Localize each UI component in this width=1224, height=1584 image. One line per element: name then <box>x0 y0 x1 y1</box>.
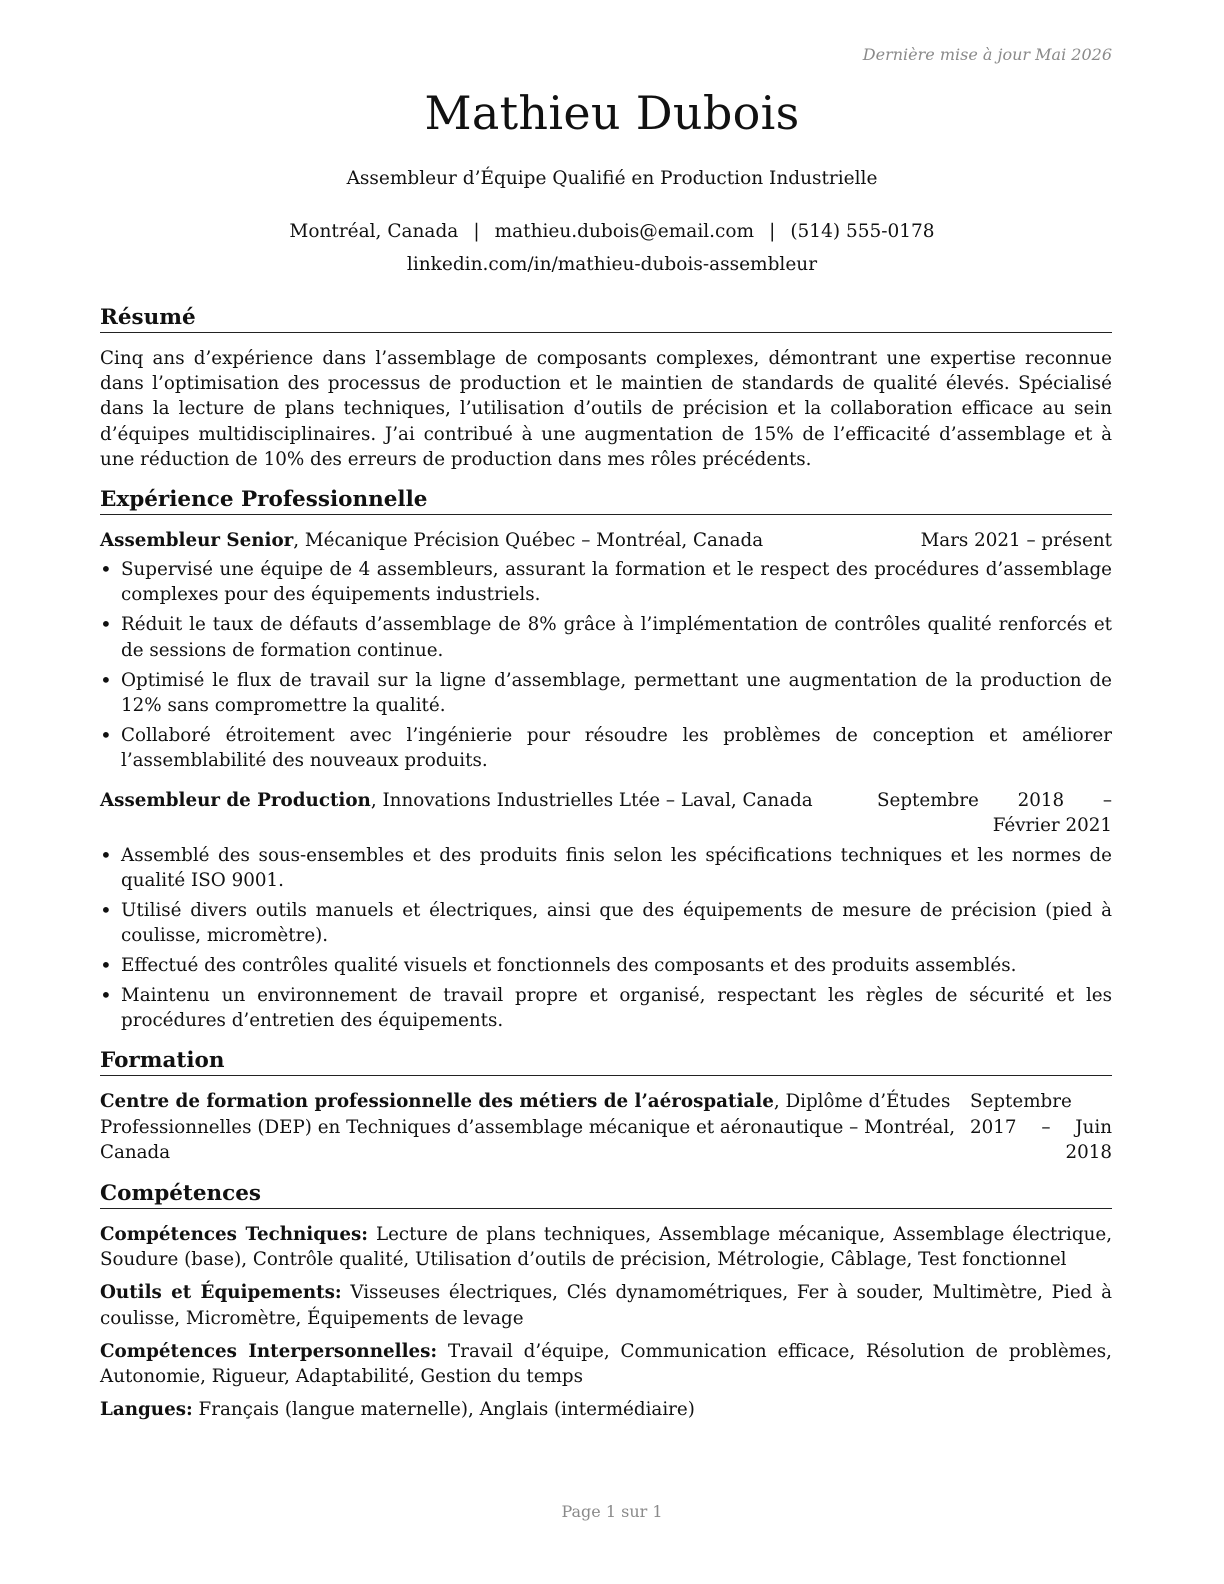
job-dates: Septembre 2018 – Février 2021 <box>877 790 1112 837</box>
job-bullet: • Assemblé des sous-ensembles et des produits finis selon les spécifications techniques et les normes de qualité ISO 9001. <box>100 843 1112 893</box>
section-heading-education: Formation <box>100 1048 1112 1076</box>
contact-location: Montréal, Canada <box>289 221 459 242</box>
contact-separator: | <box>473 221 480 242</box>
candidate-name: Mathieu Dubois <box>424 86 800 140</box>
job-entry <box>100 528 1112 773</box>
candidate-title: Assembleur d’Équipe Qualifié en Production Industrielle <box>346 168 878 189</box>
contact-phone[interactable]: (514) 555-0178 <box>790 221 935 242</box>
job-bullet: • Maintenu un environnement de travail propre et organisé, respectant les règles de sécurité et les procédures d’entretien des équipements. <box>100 983 1112 1033</box>
section-heading-skills: Compétences <box>100 1181 1112 1209</box>
skill-label: Compétences Techniques: <box>100 1224 368 1246</box>
education-school: Centre de formation professionnelle des métiers de l’aérospatiale <box>100 1091 774 1113</box>
job-company: , Innovations Industrielles Ltée – Laval, Canada <box>370 790 813 812</box>
skill-group <box>100 1222 1112 1272</box>
contact-line <box>0 221 1224 242</box>
skill-value: Français (langue maternelle), Anglais (intermédiaire) <box>192 1399 695 1421</box>
skill-group <box>100 1280 1112 1330</box>
section-heading-summary: Résumé <box>100 305 1112 333</box>
skill-value: Visseuses électriques, Clés dynamométriques, Fer à souder, Multimètre, Pied à coulisse, Micromètre, Équipements de levage <box>100 1282 1112 1329</box>
job-company: , Mécanique Précision Québec – Montréal, Canada <box>293 530 764 552</box>
skill-label: Langues: <box>100 1399 193 1421</box>
job-role: Assembleur Senior <box>100 530 294 552</box>
skill-value: Lecture de plans techniques, Assemblage mécanique, Assemblage électrique, Soudure (base), Contrôle qualité, Utilisation d’outils de précision, Métrologie, Câblage, Test fonctionnel <box>100 1224 1113 1271</box>
skill-group <box>100 1339 1112 1389</box>
section-heading-experience: Expérience Professionnelle <box>100 487 1112 515</box>
job-bullet: • Réduit le taux de défauts d’assemblage de 8% grâce à l’implémentation de contrôles qualité renforcés et de sessions de formation continue. <box>100 612 1112 662</box>
job-header <box>100 528 1112 553</box>
job-bullets <box>100 843 1112 1034</box>
job-bullet: • Supervisé une équipe de 4 assembleurs, assurant la formation et le respect des procédures d’assemblage complexes pour des équipements industriels. <box>100 557 1112 607</box>
skill-group <box>100 1397 1112 1422</box>
job-bullet: • Effectué des contrôles qualité visuels et fonctionnels des composants et des produits assemblés. <box>100 953 1112 978</box>
job-entry <box>100 788 1112 1033</box>
job-role: Assembleur de Production <box>100 790 371 812</box>
last-updated: Dernière mise à jour Mai 2026 <box>862 45 1112 64</box>
contact-email[interactable]: mathieu.dubois@email.com <box>494 221 755 242</box>
education-entry <box>100 1089 1112 1165</box>
contact-separator: | <box>769 221 776 242</box>
contact-linkedin[interactable]: linkedin.com/in/mathieu-dubois-assembleur <box>406 254 818 275</box>
education-details: , Diplôme d’Études Professionnelles (DEP) en Techniques d’assemblage mécanique et aéronautique – Montréal, Canada <box>100 1091 956 1163</box>
job-bullets <box>100 557 1112 773</box>
resume-content <box>100 305 1112 1430</box>
job-bullet: • Optimisé le flux de travail sur la ligne d’assemblage, permettant une augmentation de la production de 12% sans compromettre la qualité. <box>100 668 1112 718</box>
skill-label: Compétences Interpersonnelles: <box>100 1340 438 1362</box>
page-number: Page 1 sur 1 <box>561 1502 663 1521</box>
skill-label: Outils et Équipements: <box>100 1282 342 1304</box>
education-dates: Septembre 2017 – Juin 2018 <box>970 1091 1112 1163</box>
job-bullet: • Collaboré étroitement avec l’ingénierie pour résoudre les problèmes de conception et améliorer l’assemblabilité des nouveaux produits. <box>100 723 1112 773</box>
skill-value: Travail d’équipe, Communication efficace, Résolution de problèmes, Autonomie, Rigueur, Adaptabilité, Gestion du temps <box>100 1340 1112 1388</box>
job-bullet: • Utilisé divers outils manuels et électriques, ainsi que des équipements de mesure de précision (pied à coulisse, micromètre). <box>100 898 1112 948</box>
summary-text: Cinq ans d’expérience dans l’assemblage de composants complexes, démontrant une expertise reconnue dans l’optimisation des processus de production et le maintien de standards de qualité élevés. Spécialisé dans la lecture de plans techniques, l’utilisation d’outils de précision et la collaboration efficace au sein d’équipes multidisciplinaires. J’ai contribué à une augmentation de 15% de l’efficacité d’assemblage et à une réduction de 10% des erreurs de production dans mes rôles précédents. <box>100 348 1112 470</box>
job-dates: Mars 2021 – présent <box>920 530 1112 552</box>
job-header <box>100 788 1112 838</box>
